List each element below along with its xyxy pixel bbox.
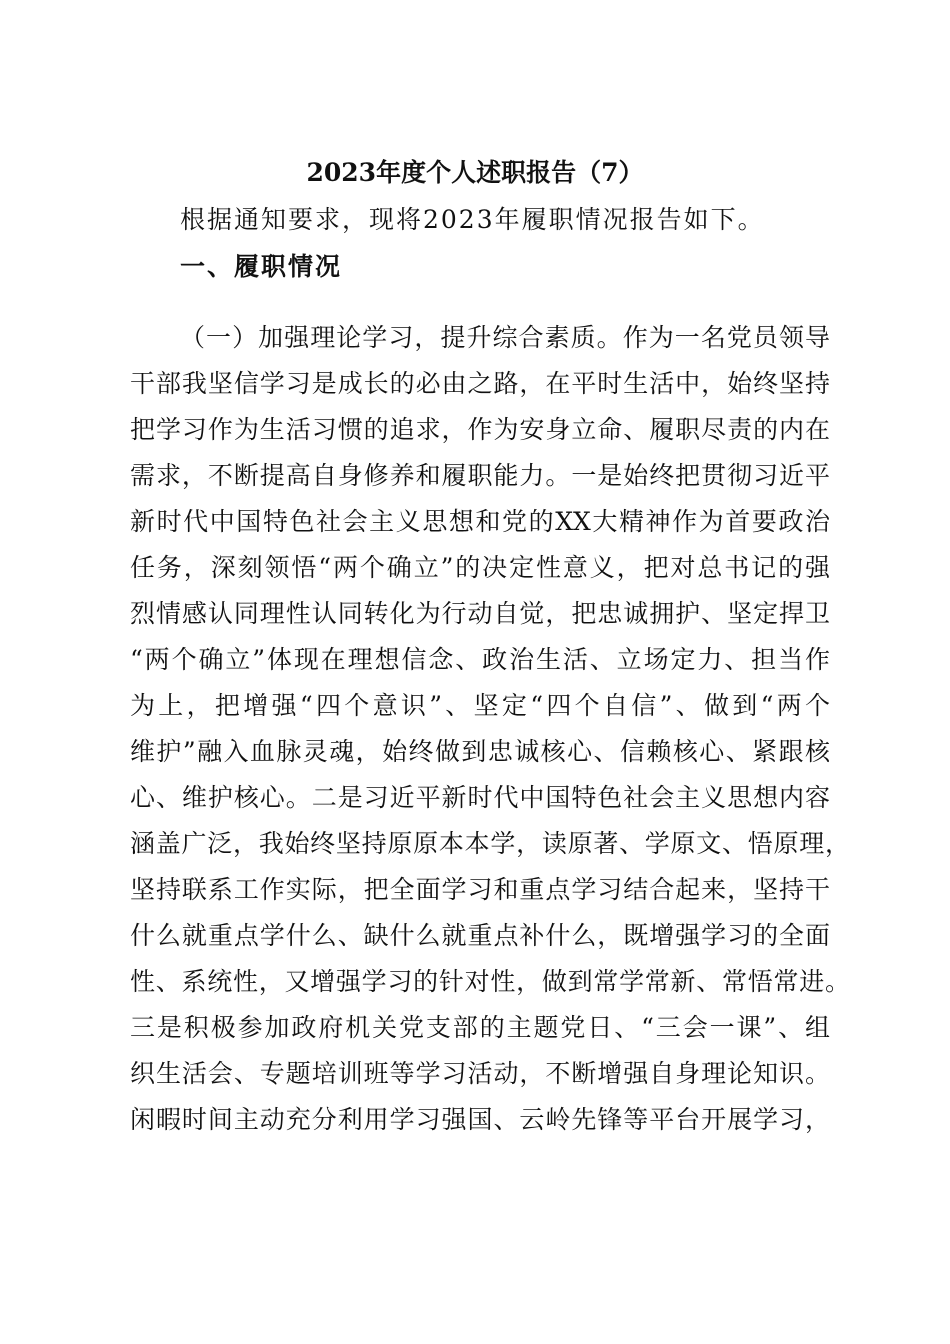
paragraph-line: 干部我坚信学习是成长的必由之路，在平时生活中，始终坚持 xyxy=(130,369,830,398)
paragraph-line: （一）加强理论学习，提升综合素质。作为一名党员领导 xyxy=(180,323,830,352)
paragraph-line: “两个确立”体现在理想信念、政治生活、立场定力、担当作 xyxy=(130,645,830,674)
paragraph-line: 闲暇时间主动充分利用学习强国、云岭先锋等平台开展学习， xyxy=(130,1105,830,1134)
paragraph-line: 坚持联系工作实际，把全面学习和重点学习结合起来，坚持干 xyxy=(130,875,830,904)
paragraph-line: 任务，深刻领悟“两个确立”的决定性意义，把对总书记的强 xyxy=(130,553,830,582)
paragraph-line: 心、维护核心。二是习近平新时代中国特色社会主义思想内容 xyxy=(130,783,830,812)
paragraph-line: 烈情感认同理性认同转化为行动自觉，把忠诚拥护、坚定捍卫 xyxy=(130,599,830,628)
paragraph-line: 三是积极参加政府机关党支部的主题党日、“三会一课”、组 xyxy=(130,1013,830,1042)
paragraph-line: 维护”融入血脉灵魂，始终做到忠诚核心、信赖核心、紧跟核 xyxy=(130,737,830,766)
paragraph-line: 把学习作为生活习惯的追求，作为安身立命、履职尽责的内在 xyxy=(130,415,830,444)
section-heading: 一、履职情况 xyxy=(180,252,343,281)
paragraph-line: 性、系统性，又增强学习的针对性，做到常学常新、常悟常进。 xyxy=(130,967,850,996)
paragraph-line: 什么就重点学什么、缺什么就重点补什么，既增强学习的全面 xyxy=(130,921,830,950)
intro-paragraph: 根据通知要求，现将2023年履职情况报告如下。 xyxy=(180,205,765,234)
paragraph-line: 需求，不断提高自身修养和履职能力。一是始终把贯彻习近平 xyxy=(130,461,830,490)
document-title: 2023年度个人述职报告（7） xyxy=(306,158,644,187)
paragraph-line: 织生活会、专题培训班等学习活动，不断增强自身理论知识。 xyxy=(130,1059,830,1088)
paragraph-line: 为上，把增强“四个意识”、坚定“四个自信”、做到“两个 xyxy=(130,691,830,720)
paragraph-line: 新时代中国特色社会主义思想和党的XX大精神作为首要政治 xyxy=(130,507,830,536)
paragraph-line: 涵盖广泛，我始终坚持原原本本学，读原著、学原文、悟原理， xyxy=(130,829,850,858)
